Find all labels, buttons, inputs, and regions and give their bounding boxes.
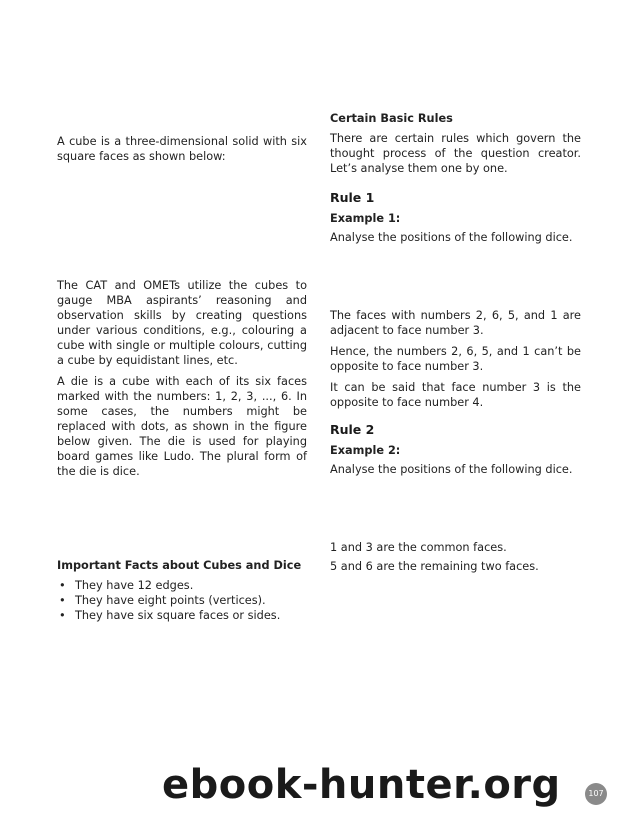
left-body-block [57,278,307,479]
rule1-heading: Rule 1 [330,190,375,205]
example1-text: Analyse the positions of the following dice. [330,231,573,244]
rules-heading: Certain Basic Rules [330,112,453,125]
intro-paragraph: A cube is a three-dimensional solid with six square faces as shown below: [57,135,307,163]
example1-heading: Example 1: [330,212,401,225]
list-item: • They have eight points (vertices). [57,593,307,608]
left-intro-block [57,134,307,164]
page-number-badge: 107 [585,783,607,805]
rule2-line2: 5 and 6 are the remaining two faces. [330,560,539,573]
rules-intro-paragraph: There are certain rules which govern the thought process of the question creator. Let’s analyse them one by one. [330,132,581,175]
rule1-line3: It can be said that face number 3 is the opposite to face number 4. [330,381,581,409]
facts-heading: Important Facts about Cubes and Dice [57,559,302,572]
list-item: • They have 12 edges. [57,578,307,593]
rule2-explanation-block [330,540,581,574]
die-paragraph: A die is a cube with each of its six faces marked with the numbers: 1, 2, 3, ..., 6. In some cases, the numbers might be replaced with dots, as shown in the figure below given. The die is used for playing board games like Ludo. The plural form of the die is dice. [57,375,307,478]
rule1-line2: Hence, the numbers 2, 6, 5, and 1 can’t be opposite to face number 3. [330,345,581,373]
facts-block [57,558,307,623]
example2-heading: Example 2: [330,444,401,457]
example2-text: Analyse the positions of the following dice. [330,463,573,476]
list-item: • They have six square faces or sides. [57,608,307,623]
cat-paragraph: The CAT and OMETs utilize the cubes to gauge MBA aspirants’ reasoning and observation skills by creating questions under various conditions, e.g., colouring a cube with single or multiple colours, cutting a cube by equidistant lines, etc. [57,279,307,367]
rule2-heading: Rule 2 [330,422,375,437]
watermark: ebook-hunter.org [162,762,561,808]
rules-intro-block [330,111,581,245]
rule1-line1: The faces with numbers 2, 6, 5, and 1 are adjacent to face number 3. [330,309,581,337]
rule1-explanation-block [330,308,581,477]
rule2-line1: 1 and 3 are the common faces. [330,541,507,554]
facts-list [57,578,307,623]
